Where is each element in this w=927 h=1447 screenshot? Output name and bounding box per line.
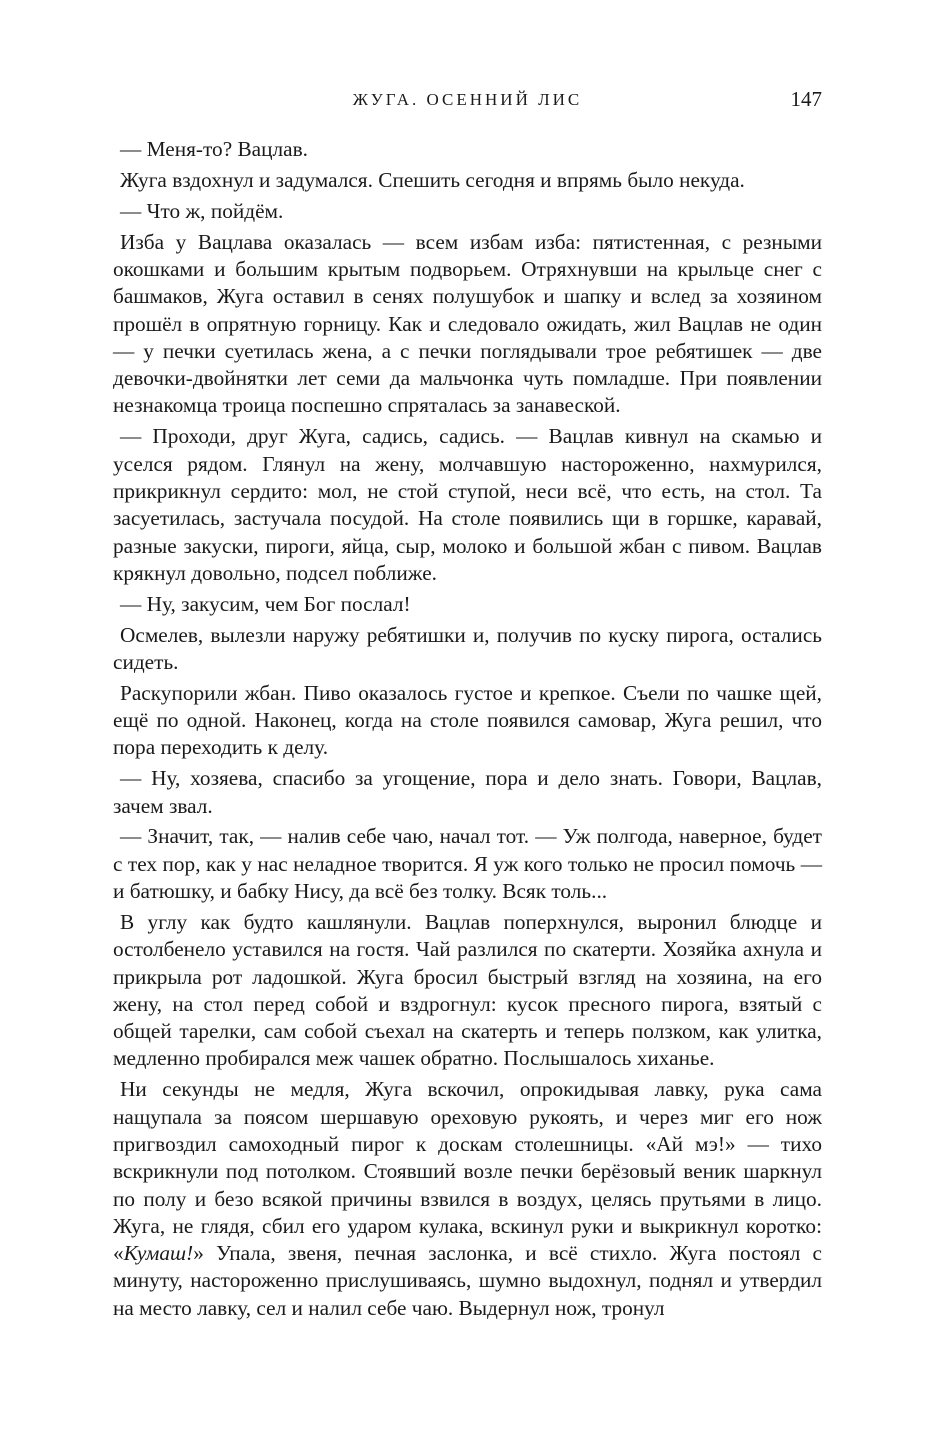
running-header [113, 87, 822, 116]
running-title: ЖУГА. ОСЕННИЙ ЛИС [352, 90, 583, 109]
page-number: 147 [790, 87, 822, 111]
paragraph: — Меня-то? Вацлав. [120, 137, 308, 161]
paragraph: Изба у Вацлава оказалась — всем избам изба: пятистенная, с резными окошками и большим крытым подворьем. Отряхнувши на крыльце снег с башмаков, Жуга оставил в сенях полушубок и шапку и вслед за хозяином прошёл в опрятную горницу. Как и следовало ожидать, жил Вацлав не один — у печки суетилась жена, а с печки поглядывали трое ребятишек — две девочки-двойнятки лет семи да мальчонка чуть помладше. При появлении незнакомца троица поспешно спряталась за занавеской. [113, 229, 822, 418]
paragraph: — Ну, закусим, чем Бог послал! [120, 591, 411, 616]
paragraph: — Значит, так, — налив себе чаю, начал тот. — Уж полгода, наверное, будет с тех пор, как у нас неладное творится. Я уж кого только не просил помочь — и батюшку, и бабку Нису, да всё без толку. Всяк толь... [113, 824, 822, 904]
spell-word: Кумаш! [123, 1241, 194, 1266]
paragraph: Ни секунды не медля, Жуга вскочил, опрокидывая лавку, рука сама нащупала за поясом шершавую ореховую рукоять, и через миг его нож пригвоздил самоходный пирог к доскам столешницы. «Ай мэ!» — тихо вскрикнули под потолком. Стоявший возле печки берёзовый веник шаркнул по полу и безо всякой причины взвился в воздух, целясь прутьями в лицо. Жуга, не глядя, сбил его ударом кулака, вскинул руки и выкрикнул коротко: «Кумаш!» Упала, звеня, печная заслонка, и всё стихло. Жуга постоял с минуту, настороженно прислушиваясь, шумно выдохнул, поднял и утвердил на место лавку, сел и налил себе чаю. Выдернул нож, тронул [113, 1077, 822, 1320]
paragraph: В углу как будто кашлянули. Вацлав поперхнулся, выронил блюдце и остолбенело уставился на гостя. Чай разлился по скатерти. Хозяйка ахнула и прикрыла рот ладошкой. Жуга бросил быстрый взгляд на хозяина, на его жену, на стол перед собой и вздрогнул: кусок пресного пирога, взятый с общей тарелки, сам собой съехал на скатерть и теперь ползком, как улитка, медленно пробирался меж чашек обратно. Послышалось хиханье. [113, 909, 822, 1071]
paragraph: — Что ж, пойдём. [120, 198, 284, 223]
body-text [113, 136, 822, 1326]
paragraph: Осмелев, вылезли наружу ребятишки и, получив по куску пирога, остались сидеть. [113, 622, 822, 674]
paragraph: — Проходи, друг Жуга, садись, садись. — Вацлав кивнул на скамью и уселся рядом. Глянул на жену, молчавшую настороженно, нахмурился, прикрикнул сердито: мол, не стой ступой, неси всё, что есть, на стол. Та засуетилась, застучала посудой. На столе появились щи в горшке, каравай, разные закуски, пироги, яйца, сыр, молоко и большой жбан с пивом. Вацлав крякнул довольно, подсел поближе. [113, 424, 822, 585]
paragraph: Жуга вздохнул и задумался. Спешить сегодня и впрямь было некуда. [120, 167, 745, 192]
paragraph: Раскупорили жбан. Пиво оказалось густое и крепкое. Съели по чашке щей, ещё по одной. Наконец, когда на столе появился самовар, Жуга решил, что пора переходить к делу. [113, 680, 822, 760]
paragraph: — Ну, хозяева, спасибо за угощение, пора и дело знать. Говори, Вацлав, зачем звал. [113, 766, 822, 818]
